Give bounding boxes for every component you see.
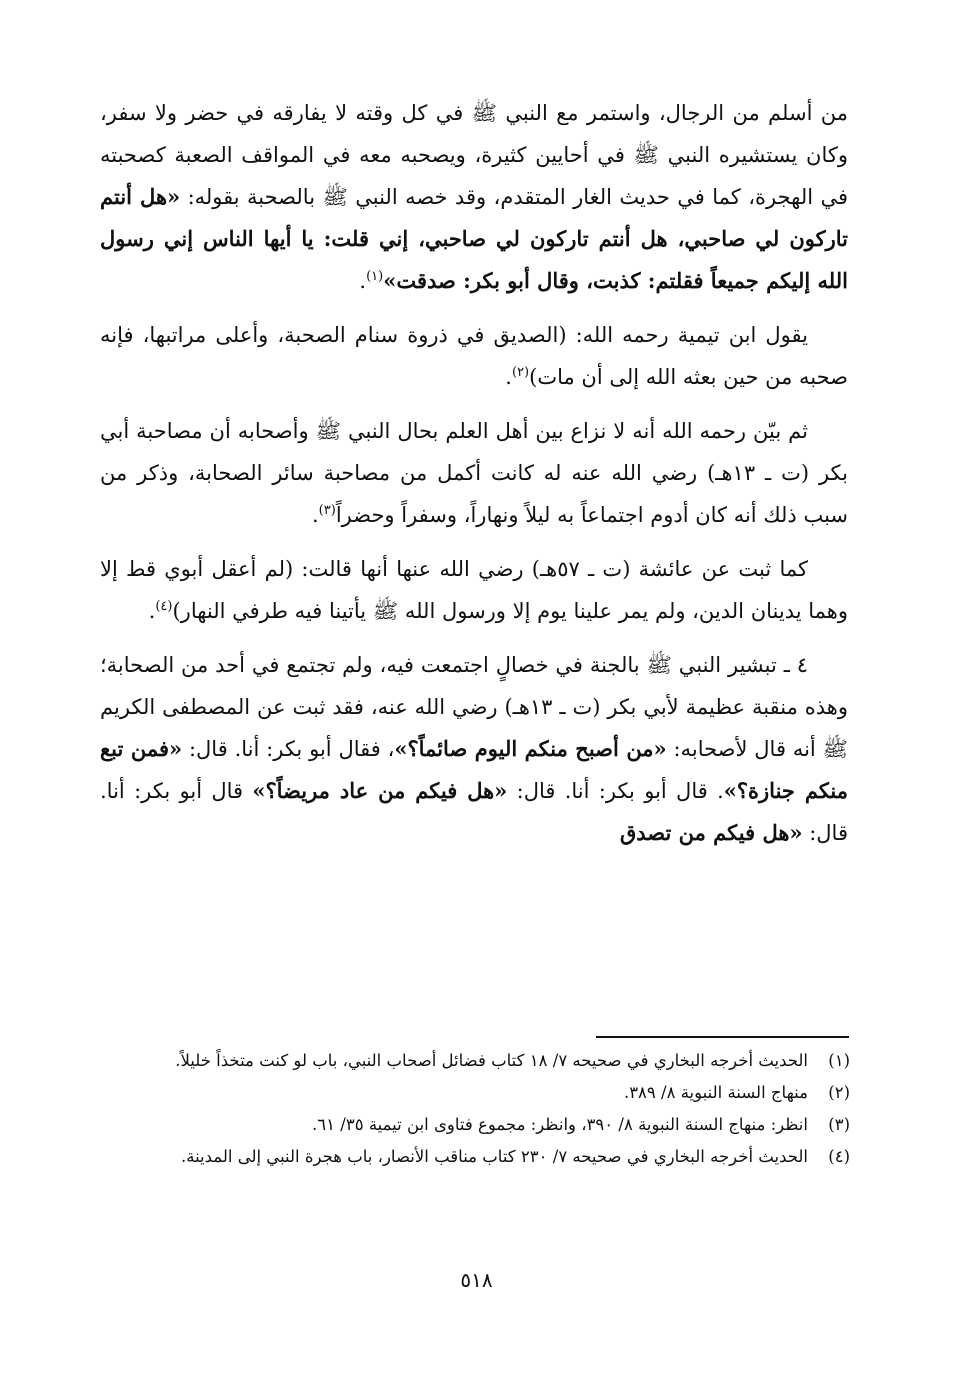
paragraph-5 [100, 644, 848, 854]
period: . [311, 503, 319, 527]
footnote-number: (٤) [828, 1147, 850, 1166]
hadith-quote: «من أصبح منكم اليوم صائماً؟» [394, 736, 667, 761]
hadith-quote: «هل فيكم من تصدق [619, 820, 803, 845]
footnote-text: منهاج السنة النبوية ٨/ ٣٨٩. [623, 1083, 808, 1102]
paragraph-text: ، فقال أبو بكر: أنا. قال: [182, 737, 395, 761]
footnote-3 [150, 1110, 850, 1140]
footnote-number: (١) [828, 1051, 850, 1070]
paragraph-4 [100, 548, 848, 632]
footnote-ref[interactable]: (٢) [511, 365, 530, 380]
footnote-number: (٢) [828, 1083, 850, 1102]
footnote-ref[interactable]: (٤) [155, 599, 173, 614]
paragraph-text: كما ثبت عن عائشة (ت ـ ٥٧هـ) رضي الله عنها أنها قالت: (لم أعقل أبوي قط إلا وهما يدينان الدين، ولم يمر علينا يوم إلا ورسول الله ﷺ يأتينا فيه طرفي النهار) [100, 557, 848, 623]
footnote-number: (٣) [828, 1115, 850, 1134]
footnote-ref[interactable]: (٣) [318, 503, 336, 518]
paragraph-text: قال أبو بكر: أنا. قال: [100, 779, 848, 845]
footnote-text: انظر: منهاج السنة النبوية ٨/ ٣٩٠، وانظر: مجموع فتاوى ابن تيمية ٣٥/ ٦١. [312, 1115, 808, 1134]
footnotes [150, 1046, 850, 1174]
footnote-ref[interactable]: (١) [366, 269, 384, 284]
footnote-divider [596, 1036, 849, 1038]
footnote-text: الحديث أخرجه البخاري في صحيحه ٧/ ٢٣٠ كتاب مناقب الأنصار، باب هجرة النبي إلى المدينة. [180, 1147, 808, 1166]
paragraph-text: يقول ابن تيمية رحمه الله: (الصديق في ذروة سنام الصحبة، وأعلى مراتبها، فإنه صحبه من حين بعثه الله إلى أن مات) [100, 323, 848, 389]
paragraph-text: من أسلم من الرجال، واستمر مع النبي ﷺ في كل وقته لا يفارقه في حضر ولا سفر، وكان يستشيره النبي ﷺ في أحايين كثيرة، ويصحبه معه في المواقف الصعبة كصحبته في الهجرة، كما في حديث الغار المتقدم، وقد خصه النبي ﷺ بالصحبة بقوله: [100, 101, 849, 209]
period: . [148, 599, 156, 623]
paragraph-1 [100, 92, 848, 302]
paragraph-text: ٤ ـ تبشير النبي ﷺ بالجنة في خصالٍ اجتمعت فيه، ولم تجتمع في أحد من الصحابة؛ وهذه منقبة عظيمة لأبي بكر (ت ـ ١٣هـ) رضي الله عنه، فقد ثبت عن المصطفى الكريم ﷺ أنه قال لأصحابه: [100, 653, 848, 761]
main-text [100, 92, 848, 866]
period: . [359, 269, 367, 293]
paragraph-text: . قال أبو بكر: أنا. قال: [507, 779, 724, 803]
paragraph-text: ثم بيّن رحمه الله أنه لا نزاع بين أهل العلم بحال النبي ﷺ وأصحابه أن مصاحبة أبي بكر (ت ـ ١٣هـ) رضي الله عنه له كانت أكمل من مصاحبة سائر الصحابة، وذكر من سبب ذلك أنه كان أدوم اجتماعاً به ليلاً ونهاراً، وسفراً وحضراً [100, 419, 849, 527]
hadith-quote: «فمن تبع منكم جنازة؟» [100, 736, 849, 803]
paragraph-2 [100, 314, 848, 398]
hadith-quote: «هل أنتم تاركون لي صاحبي، هل أنتم تاركون لي صاحبي، إني قلت: يا أيها الناس إني رسول الله إليكم جميعاً فقلتم: كذبت، وقال أبو بكر: صدقت» [100, 184, 848, 293]
footnote-4 [150, 1142, 850, 1172]
footnote-1 [150, 1046, 850, 1076]
period: . [505, 365, 512, 389]
page-number: ٥١٨ [460, 1268, 493, 1292]
paragraph-3 [100, 410, 848, 536]
footnote-2 [150, 1078, 850, 1108]
footnote-text: الحديث أخرجه البخاري في صحيحه ٧/ ١٨ كتاب فضائل أصحاب النبي، باب لو كنت متخذاً خليلاً. [175, 1051, 808, 1070]
hadith-quote: «هل فيكم من عاد مريضاً؟» [252, 778, 508, 803]
